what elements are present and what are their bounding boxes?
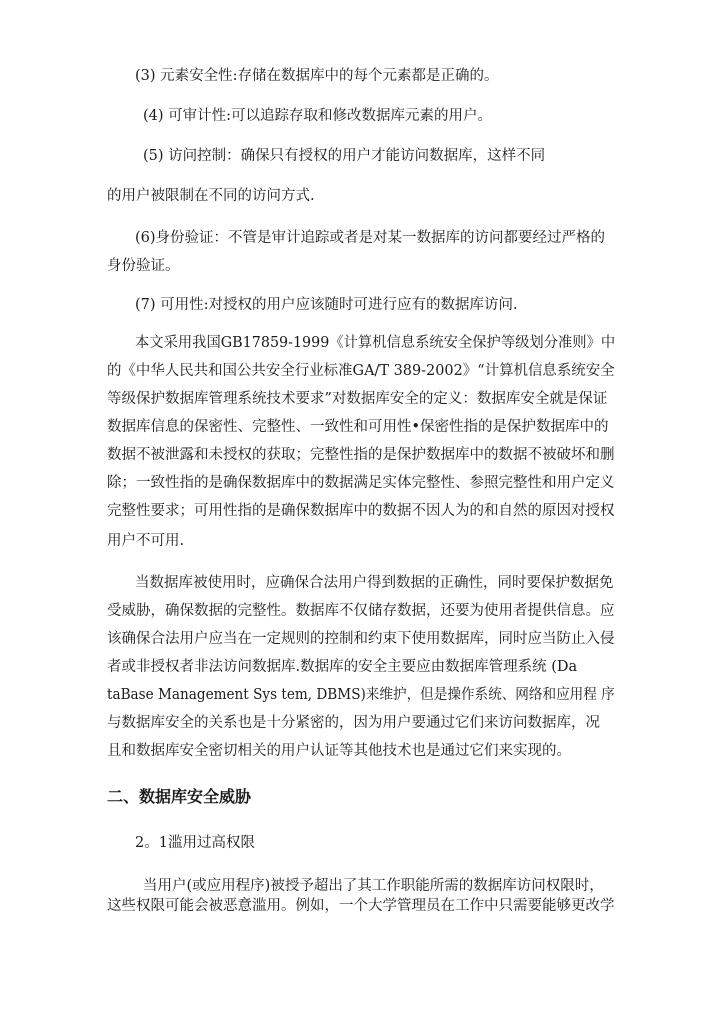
paragraph-line: 且和数据库安全密切相关的用户认证等其他技术也是通过它们来实现的。 (107, 743, 571, 759)
paragraph-line: taBase Management Sys tem, DBMS)来维护，但是操作系统、网络和应用程 序 (107, 687, 615, 703)
paragraph-line: 用户不可用. (107, 533, 185, 549)
paragraph-line: 的《中华人民共和国公共安全行业标准GA/T 389-2002》“计算机信息系统安全 (107, 363, 615, 379)
subsection-heading: 2。1滥用过高权限 (135, 835, 255, 851)
paragraph-line: 与数据库安全的关系也是十分紧密的，因为用户要通过它们来访问数据库，况 (107, 715, 600, 731)
paragraph-line: 当数据库被使用时，应确保合法用户得到数据的正确性，同时要保护数据免 (135, 575, 614, 591)
list-item-5-line-2: 的用户被限制在不同的访问方式. (107, 188, 315, 204)
section-heading: 二、数据库安全威胁 (107, 787, 252, 806)
paragraph-line: 这些权限可能会被恶意滥用。例如，一个大学管理员在工作中只需要能够更改学 (107, 898, 615, 914)
list-item-4: (4) 可审计性:可以追踪存取和修改数据库元素的用户。 (143, 108, 493, 124)
list-item-3: (3) 元素安全性:存储在数据库中的每个元素都是正确的。 (135, 68, 499, 84)
list-item-6-line-1: (6)身份验证：不管是审计追踪或者是对某一数据库的访问都要经过严格的 (135, 230, 606, 246)
paragraph-line: 等级保护数据库管理系统技术要求”对数据库安全的定义：数据库安全就是保证 (107, 391, 608, 407)
paragraph-line: 受威胁，确保数据的完整性。数据库不仅储存数据，还要为使用者提供信息。应 (107, 603, 615, 619)
paragraph-line: 除；一致性指的是确保数据库中的数据满足实体完整性、参照完整性和用户定义 (107, 475, 615, 491)
list-item-5-line-1: (5) 访问控制：确保只有授权的用户才能访问数据库，这样不同 (143, 148, 546, 164)
paragraph-line: 当用户(或应用程序)被授予超出了其工作职能所需的数据库访问权限时， (143, 878, 604, 894)
paragraph-line: 本文采用我国GB17859-1999《计算机信息系统安全保护等级划分准则》中 (135, 335, 616, 351)
paragraph-line: 数据不被泄露和未授权的获取；完整性指的是保护数据库中的数据不被破坏和删 (107, 447, 615, 463)
list-item-7: (7) 可用性:对授权的用户应该随时可进行应有的数据库访问. (135, 297, 518, 313)
paragraph-line: 者或非授权者非法访问数据库.数据库的安全主要应由数据库管理系统 (Da (107, 659, 578, 675)
list-item-6-line-2: 身份验证。 (107, 258, 180, 274)
paragraph-line: 该确保合法用户应当在一定规则的控制和约束下使用数据库，同时应当防止入侵 (107, 631, 615, 647)
paragraph-line: 完整性要求；可用性指的是确保数据库中的数据不因人为的和自然的原因对授权 (107, 503, 615, 519)
paragraph-line: 数据库信息的保密性、完整性、一致性和可用性•保密性指的是保护数据库中的 (107, 419, 609, 435)
